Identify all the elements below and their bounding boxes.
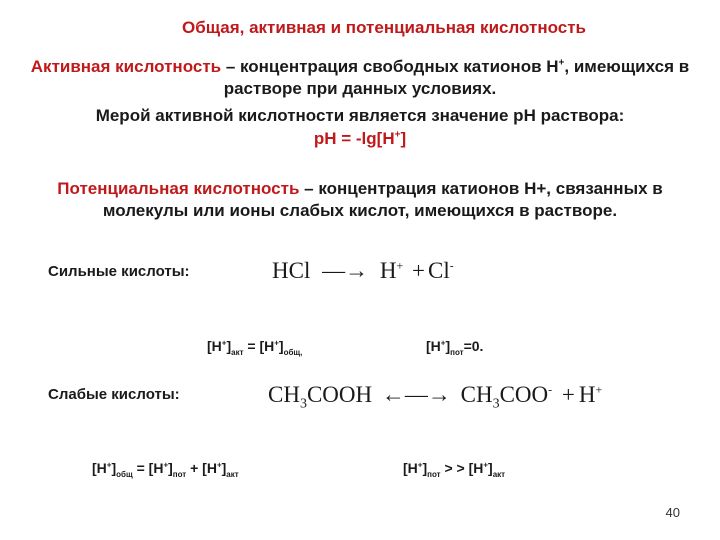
rel-text: ]	[226, 338, 232, 354]
slide-title: Общая, активная и потенциальная кислотность	[181, 18, 586, 37]
rel-sup: +	[417, 460, 423, 470]
eq-sub: 3	[299, 396, 307, 412]
active-dash: –	[221, 57, 240, 76]
potential-dash: –	[299, 179, 319, 198]
rel-text: ]	[111, 460, 117, 476]
rel-text: = [H	[132, 460, 164, 476]
rel-sub: пот	[172, 469, 187, 479]
active-definition-part2: , имеющихся в растворе при данных условиях.	[223, 57, 690, 98]
rel-sup: +	[221, 338, 227, 348]
strong-acids-label: Сильные кислоты:	[48, 263, 190, 280]
rel-sup: +	[440, 338, 446, 348]
eq-coo-charge: -	[548, 382, 553, 397]
eq-h: H	[379, 258, 397, 283]
eq-sub: 3	[492, 396, 500, 412]
eq-h: H	[578, 382, 596, 407]
rel-sub: пот	[450, 347, 464, 357]
ph-formula-a: рН = -lg[H	[313, 129, 395, 148]
eq-h-charge: +	[595, 382, 603, 397]
eq-arrow-equilibrium: ←—→	[381, 382, 451, 407]
active-definition-part1: концентрация свободных катионов Н	[240, 57, 559, 76]
eq-plus: +	[412, 258, 425, 283]
eq-ch: CH	[268, 382, 300, 407]
rel-text: + [H	[186, 460, 217, 476]
strong-acid-equation	[272, 258, 454, 284]
active-acidity-term: Активная кислотность	[30, 57, 222, 76]
eq-coo: COO	[499, 382, 549, 407]
rel-sup: +	[274, 338, 279, 348]
eq-ch: CH	[460, 382, 493, 407]
rel-sub: общ,	[283, 347, 303, 357]
rel-sub: акт	[492, 469, 506, 479]
potential-definition: концентрация катионов Н+, связанных в молекулы или ионы слабых кислот, имеющихся в растворе.	[102, 179, 663, 220]
potential-acidity-term: Потенциальная кислотность	[57, 179, 300, 198]
rel-text: ]	[445, 338, 451, 354]
rel-text: ]	[221, 460, 227, 476]
eq-h-charge: +	[396, 258, 404, 273]
rel-text: ]	[168, 460, 173, 476]
rel-text: > > [H	[440, 460, 484, 476]
rel-sup: +	[483, 460, 489, 470]
page-number: 40	[665, 505, 680, 520]
rel-text: ]	[422, 460, 428, 476]
rel-sub: акт	[231, 347, 244, 357]
rel-text: [H	[207, 338, 222, 354]
rel-text: ]	[278, 338, 284, 354]
eq-hcl: HCl	[272, 258, 311, 283]
eq-cooh: COOH	[306, 382, 373, 407]
rel-sub: акт	[226, 469, 239, 479]
rel-sub: пот	[427, 469, 441, 479]
eq-cl-charge: -	[449, 258, 454, 273]
strong-relation-1	[207, 338, 303, 357]
weak-relation-2	[403, 460, 506, 479]
rel-text: [H	[92, 460, 107, 476]
eq-cl: Cl	[427, 258, 450, 283]
active-acidity-paragraph	[30, 56, 690, 100]
weak-acid-equation	[268, 382, 603, 412]
rel-text: [H	[403, 460, 418, 476]
ph-formula	[30, 128, 690, 150]
rel-sup: +	[216, 460, 222, 470]
active-definition-sup: +	[558, 57, 565, 69]
rel-sup: +	[106, 460, 112, 470]
rel-text: [H	[426, 338, 441, 354]
strong-relation-2	[426, 338, 484, 357]
ph-formula-b: ]	[400, 129, 407, 148]
eq-arrow-right: —→	[322, 258, 369, 283]
potential-acidity-paragraph	[30, 178, 690, 222]
weak-relation-1	[92, 460, 239, 479]
rel-text: ]	[488, 460, 493, 476]
rel-sup: +	[163, 460, 169, 470]
rel-text: = [H	[243, 338, 275, 354]
rel-text: =0.	[463, 338, 484, 354]
active-measure-text: Мерой активной кислотности является значение рН раствора:	[95, 106, 625, 125]
ph-formula-sup: +	[394, 129, 401, 141]
rel-sub: общ	[116, 469, 133, 479]
eq-plus: +	[561, 382, 575, 407]
weak-acids-label: Слабые кислоты:	[48, 386, 180, 403]
